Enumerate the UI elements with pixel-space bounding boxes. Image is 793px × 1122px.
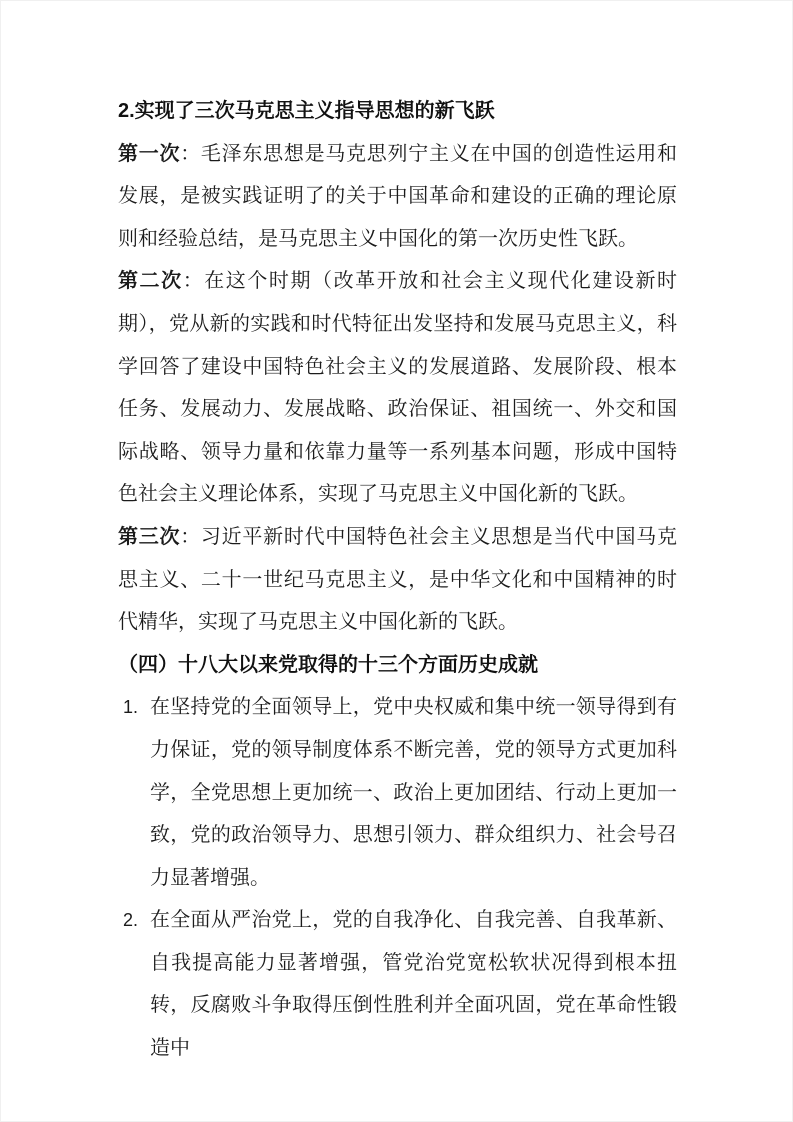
document-text-block xyxy=(118,90,677,1070)
paragraph-body-text: ：毛泽东思想是马克思列宁主义在中国的创造性运用和发展，是被实践证明了的关于中国革命和建设的正确的理论原则和经验总结，是马克思主义中国化的第一次历史性飞跃。 xyxy=(118,142,678,250)
list-item-text: 在全面从严治党上，党的自我净化、自我完善、自我革新、自我提高能力显著增强，管党治党宽松软状况得到根本扭转，反腐败斗争取得压倒性胜利并全面巩固，党在革命性锻造中 xyxy=(150,909,677,1060)
section-heading-thirteen-achievements: （四）十八大以来党取得的十三个方面历史成就 xyxy=(118,653,538,676)
paragraph-lead-label: 第一次 xyxy=(118,142,181,165)
list-item xyxy=(118,686,677,899)
list-item-text: 在坚持党的全面领导上，党中央权威和集中统一领导得到有力保证，党的领导制度体系不断完善，党的领导方式更加科学，全党思想上更加统一、政治上更加团结、行动上更加一致，党的政治领导力、思想引领力、群众组织力、社会号召力显著增强。 xyxy=(150,696,677,889)
paragraph-lead-label: 第二次 xyxy=(118,270,183,293)
list-item-number: 2. xyxy=(123,910,139,931)
paragraph-first-leap xyxy=(118,133,677,261)
achievements-list xyxy=(118,686,677,1069)
paragraph-body-text: ：习近平新时代中国特色社会主义思想是当代中国马克思主义、二十一世纪马克思主义，是中华文化和中国精神的时代精华，实现了马克思主义中国化新的飞跃。 xyxy=(118,525,678,634)
paragraph-body-text: ：在这个时期（改革开放和社会主义现代化建设新时期），党从新的实践和时代特征出发坚持和发展马克思主义，科学回答了建设中国特色社会主义的发展道路、发展阶段、根本任务、发展动力、发展战略、政治保证、祖国统一、外交和国际战略、领导力量和依靠力量等一系列基本问题，形成中国特色社会主义理论体系，实现了马克思主义中国化新的飞跃。 xyxy=(118,270,678,506)
paragraph-second-leap xyxy=(118,260,677,516)
paragraph-third-leap xyxy=(118,516,677,644)
list-item xyxy=(118,899,677,1069)
paragraph-lead-label: 第三次 xyxy=(118,525,181,548)
list-item-number: 1. xyxy=(123,697,139,718)
section-heading-three-leaps: 2.实现了三次马克思主义指导思想的新飞跃 xyxy=(118,100,495,122)
